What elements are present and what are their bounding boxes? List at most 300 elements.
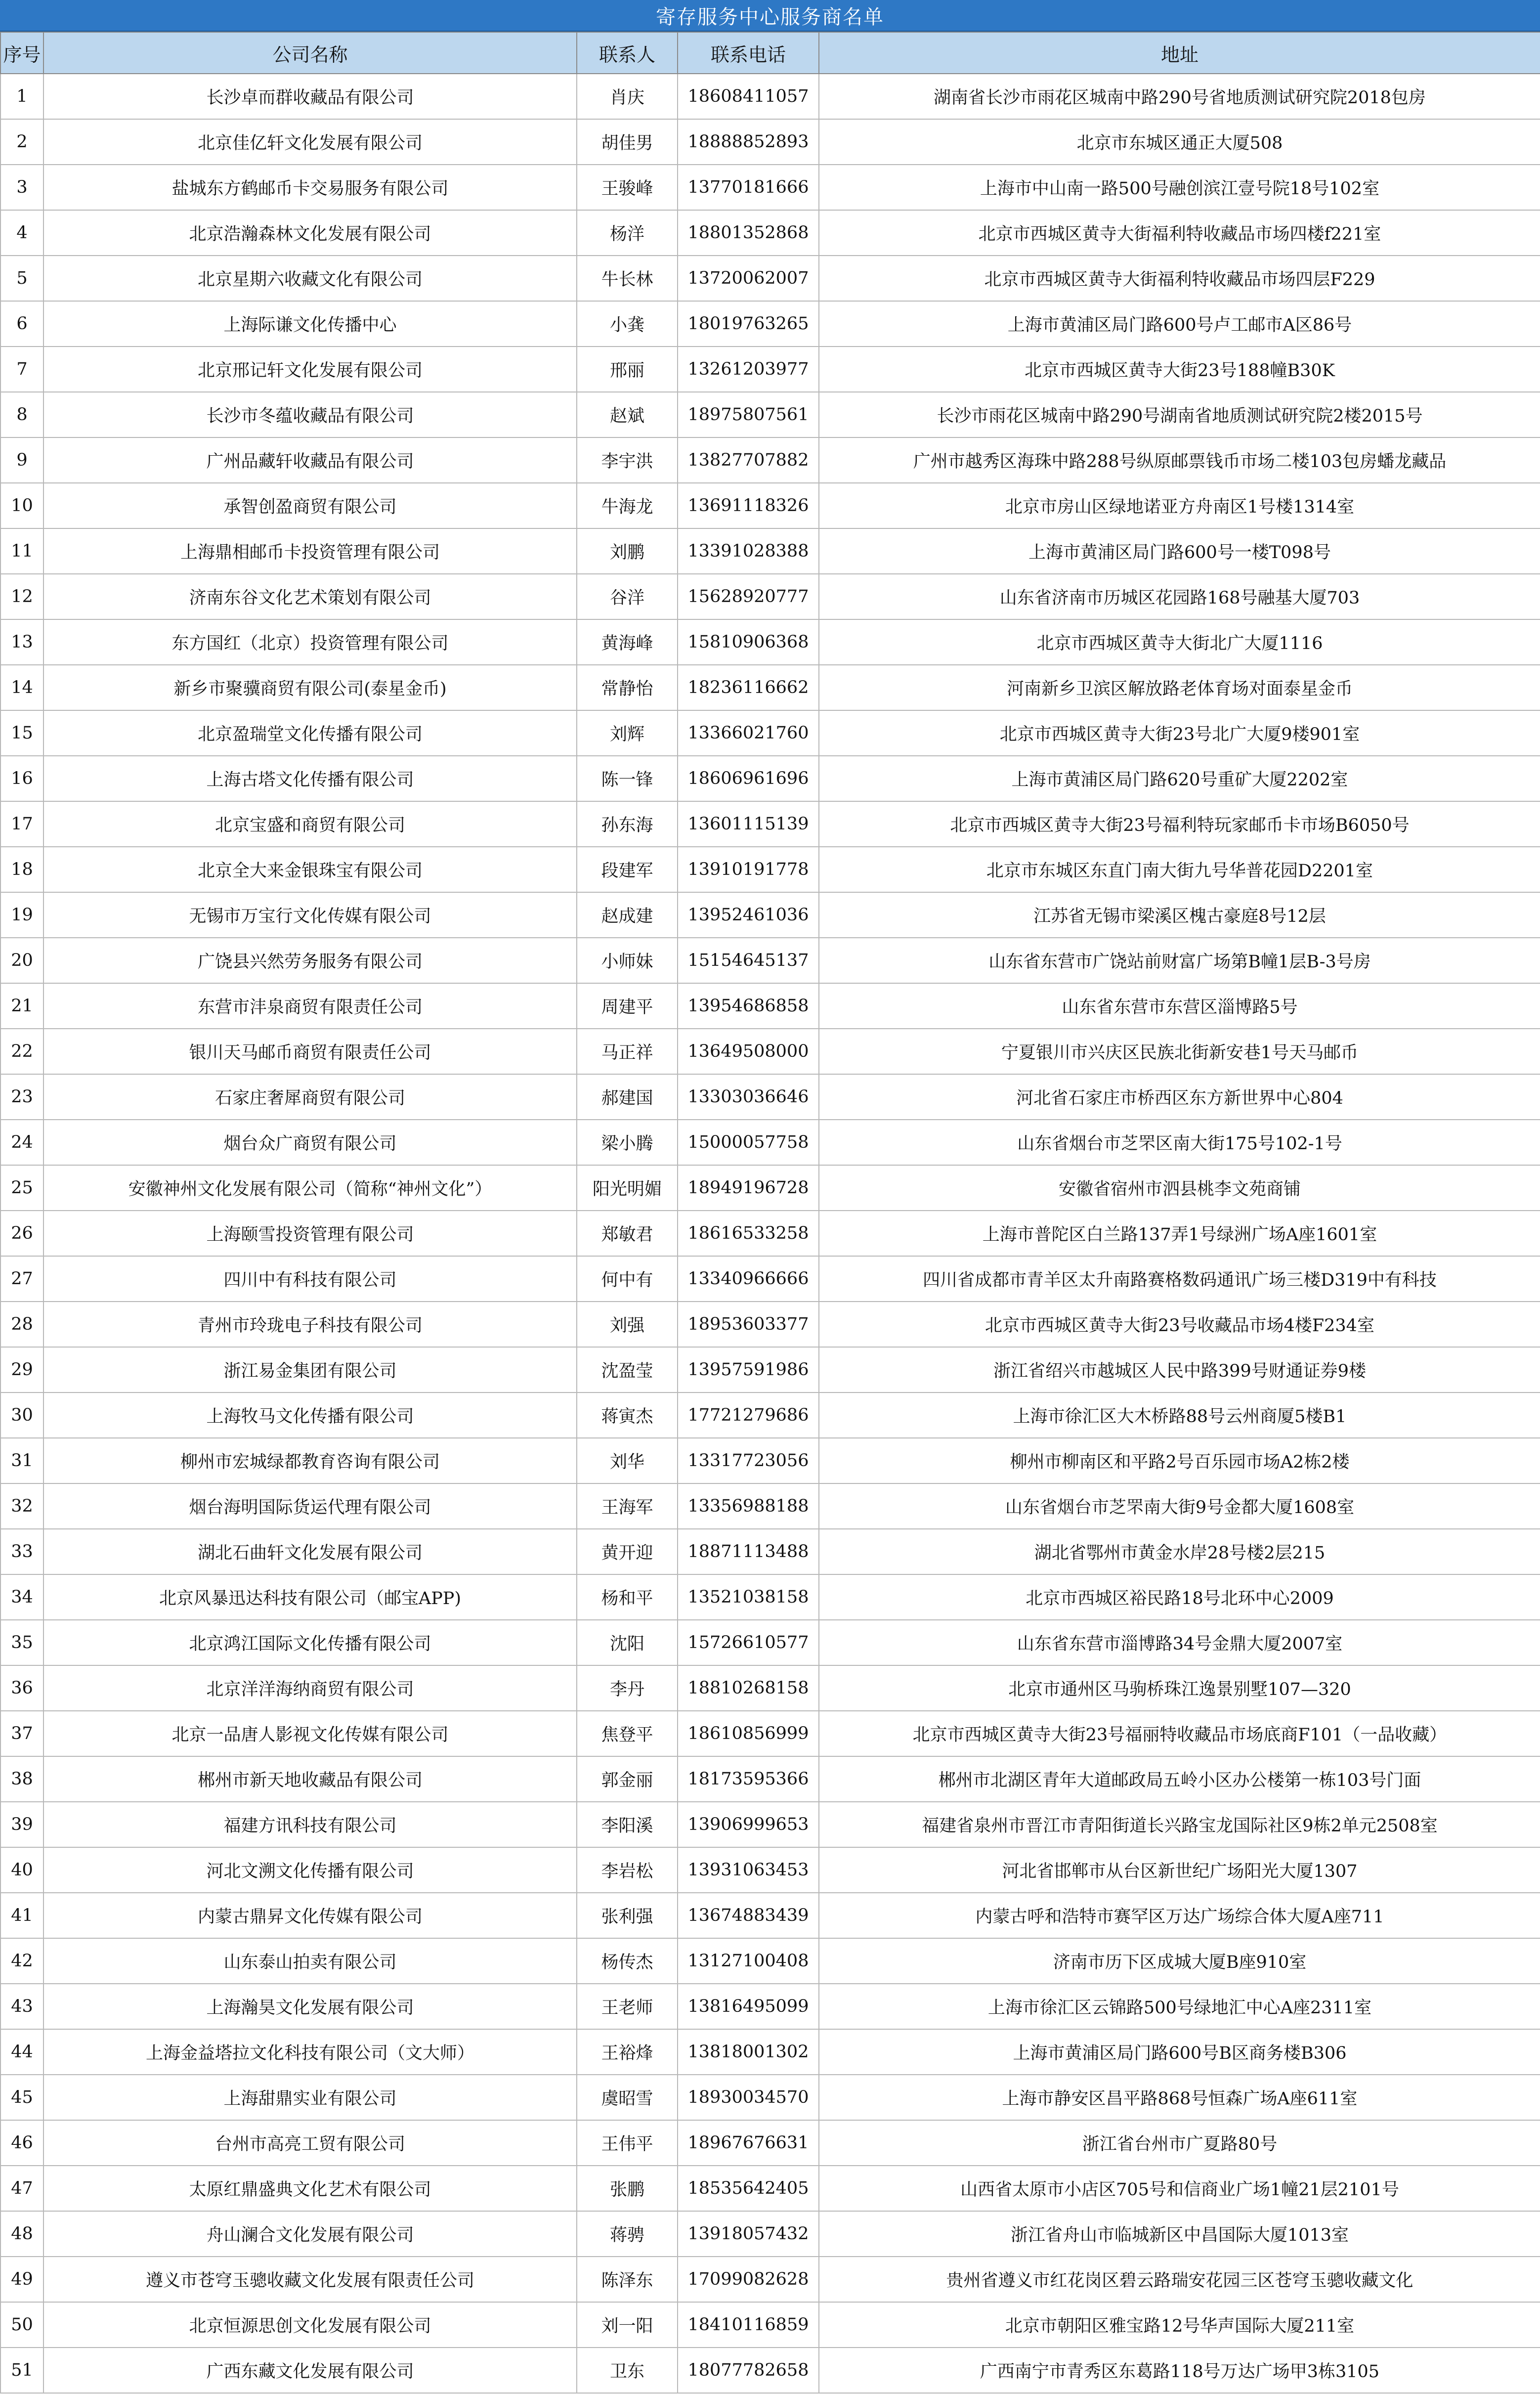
row-index: 44 (0, 2029, 43, 2075)
address: 河北省石家庄市桥西区东方新世界中心804 (819, 1074, 1540, 1120)
company-name: 福建方讯科技有限公司 (43, 1802, 577, 1847)
phone-number: 18077782658 (678, 2348, 819, 2393)
company-name: 北京一品唐人影视文化传媒有限公司 (43, 1711, 577, 1756)
company-name: 上海古塔文化传播有限公司 (43, 756, 577, 801)
contact-person: 赵成建 (577, 892, 678, 938)
phone-number: 13317723056 (678, 1438, 819, 1483)
row-index: 29 (0, 1347, 43, 1393)
contact-person: 蒋寅杰 (577, 1393, 678, 1438)
phone-number: 18967676631 (678, 2120, 819, 2166)
row-index: 27 (0, 1256, 43, 1302)
table-row (0, 119, 1540, 165)
table-row (0, 1574, 1540, 1620)
header-address: 地址 (819, 32, 1540, 74)
address: 济南市历下区成城大厦B座910室 (819, 1938, 1540, 1984)
address: 北京市东城区东直门南大街九号华普花园D2201室 (819, 847, 1540, 892)
row-index: 39 (0, 1802, 43, 1847)
company-name: 烟台海明国际货运代理有限公司 (43, 1483, 577, 1529)
row-index: 46 (0, 2120, 43, 2166)
row-index: 36 (0, 1665, 43, 1711)
address: 柳州市柳南区和平路2号百乐园市场A2栋2楼 (819, 1438, 1540, 1483)
row-index: 28 (0, 1302, 43, 1347)
phone-number: 13720062007 (678, 256, 819, 301)
table-row (0, 1847, 1540, 1893)
header-contact: 联系人 (577, 32, 678, 74)
table-row (0, 1483, 1540, 1529)
address: 北京市西城区黄寺大街23号188幢B30K (819, 347, 1540, 392)
phone-number: 13391028388 (678, 528, 819, 574)
sheet-title: 寄存服务中心服务商名单 (0, 0, 1540, 32)
row-index: 42 (0, 1938, 43, 1984)
table-row (0, 1120, 1540, 1165)
address: 上海市黄浦区局门路600号B区商务楼B306 (819, 2029, 1540, 2075)
table-row (0, 1938, 1540, 1984)
address: 河南新乡卫滨区解放路老体育场对面泰星金币 (819, 665, 1540, 710)
contact-person: 阳光明媚 (577, 1165, 678, 1211)
address: 北京市西城区黄寺大街福利特收藏品市场四层F229 (819, 256, 1540, 301)
address: 北京市朝阳区雅宝路12号华声国际大厦211室 (819, 2302, 1540, 2348)
contact-person: 牛海龙 (577, 483, 678, 528)
contact-person: 何中有 (577, 1256, 678, 1302)
address: 长沙市雨花区城南中路290号湖南省地质测试研究院2楼2015号 (819, 392, 1540, 437)
row-index: 5 (0, 256, 43, 301)
address: 北京市西城区黄寺大街23号收藏品市场4楼F234室 (819, 1302, 1540, 1347)
contact-person: 段建军 (577, 847, 678, 892)
row-index: 7 (0, 347, 43, 392)
phone-number: 18801352868 (678, 210, 819, 256)
company-name: 北京星期六收藏文化有限公司 (43, 256, 577, 301)
company-name: 青州市玲珑电子科技有限公司 (43, 1302, 577, 1347)
table-row (0, 2257, 1540, 2302)
contact-person: 沈阳 (577, 1620, 678, 1665)
table-row (0, 1211, 1540, 1256)
contact-person: 陈泽东 (577, 2257, 678, 2302)
contact-person: 王伟平 (577, 2120, 678, 2166)
table-row (0, 1438, 1540, 1483)
table-row (0, 1347, 1540, 1393)
contact-person: 张鹏 (577, 2166, 678, 2211)
company-name: 北京盈瑞堂文化传播有限公司 (43, 710, 577, 756)
company-name: 长沙市冬蕴收藏品有限公司 (43, 392, 577, 437)
contact-person: 李阳溪 (577, 1802, 678, 1847)
company-name: 上海鼎相邮币卡投资管理有限公司 (43, 528, 577, 574)
company-name: 银川天马邮币商贸有限责任公司 (43, 1029, 577, 1074)
row-index: 2 (0, 119, 43, 165)
company-name: 上海颐雪投资管理有限公司 (43, 1211, 577, 1256)
table-row (0, 574, 1540, 619)
company-name: 北京浩瀚森林文化发展有限公司 (43, 210, 577, 256)
address: 浙江省台州市广夏路80号 (819, 2120, 1540, 2166)
row-index: 25 (0, 1165, 43, 1211)
phone-number: 13127100408 (678, 1938, 819, 1984)
contact-person: 杨洋 (577, 210, 678, 256)
phone-number: 13957591986 (678, 1347, 819, 1393)
table-row (0, 2348, 1540, 2393)
address: 上海市黄浦区局门路620号重矿大厦2202室 (819, 756, 1540, 801)
contact-person: 孙东海 (577, 801, 678, 847)
phone-number: 18616533258 (678, 1211, 819, 1256)
company-name: 遵义市苍穹玉骢收藏文化发展有限责任公司 (43, 2257, 577, 2302)
table-row (0, 801, 1540, 847)
table-row (0, 1756, 1540, 1802)
address: 贵州省遵义市红花岗区碧云路瑞安花园三区苍穹玉骢收藏文化 (819, 2257, 1540, 2302)
company-name: 湖北石曲轩文化发展有限公司 (43, 1529, 577, 1574)
table-row (0, 1984, 1540, 2029)
row-index: 26 (0, 1211, 43, 1256)
row-index: 15 (0, 710, 43, 756)
contact-person: 焦登平 (577, 1711, 678, 1756)
contact-person: 杨和平 (577, 1574, 678, 1620)
phone-number: 15810906368 (678, 619, 819, 665)
address: 上海市徐汇区云锦路500号绿地汇中心A座2311室 (819, 1984, 1540, 2029)
phone-number: 13818001302 (678, 2029, 819, 2075)
table-row (0, 437, 1540, 483)
table-row (0, 2120, 1540, 2166)
company-name: 北京洋洋海纳商贸有限公司 (43, 1665, 577, 1711)
company-name: 浙江易金集团有限公司 (43, 1347, 577, 1393)
address: 山东省烟台市芝罘区南大街175号102-1号 (819, 1120, 1540, 1165)
phone-number: 18610856999 (678, 1711, 819, 1756)
phone-number: 13340966666 (678, 1256, 819, 1302)
phone-number: 18608411057 (678, 74, 819, 119)
row-index: 32 (0, 1483, 43, 1529)
table-row (0, 1302, 1540, 1347)
company-name: 东营市沣泉商贸有限责任公司 (43, 983, 577, 1029)
company-name: 河北文溯文化传播有限公司 (43, 1847, 577, 1893)
row-index: 24 (0, 1120, 43, 1165)
contact-person: 郑敏君 (577, 1211, 678, 1256)
table-row (0, 347, 1540, 392)
company-name: 内蒙古鼎昇文化传媒有限公司 (43, 1893, 577, 1938)
row-index: 35 (0, 1620, 43, 1665)
contact-person: 郭金丽 (577, 1756, 678, 1802)
phone-number: 18019763265 (678, 301, 819, 347)
table-row (0, 1620, 1540, 1665)
phone-number: 17721279686 (678, 1393, 819, 1438)
company-name: 济南东谷文化艺术策划有限公司 (43, 574, 577, 619)
contact-person: 虞昭雪 (577, 2075, 678, 2120)
row-index: 3 (0, 165, 43, 210)
header-phone: 联系电话 (678, 32, 819, 74)
phone-number: 18888852893 (678, 119, 819, 165)
address: 山东省济南市历城区花园路168号融基大厦703 (819, 574, 1540, 619)
company-name: 上海甜鼎实业有限公司 (43, 2075, 577, 2120)
address: 宁夏银川市兴庆区民族北街新安巷1号天马邮币 (819, 1029, 1540, 1074)
company-name: 新乡市聚骥商贸有限公司(泰星金币) (43, 665, 577, 710)
table-row (0, 301, 1540, 347)
company-name: 北京邢记轩文化发展有限公司 (43, 347, 577, 392)
company-name: 上海际谦文化传播中心 (43, 301, 577, 347)
row-index: 30 (0, 1393, 43, 1438)
contact-person: 李宇洪 (577, 437, 678, 483)
phone-number: 18930034570 (678, 2075, 819, 2120)
address: 湖南省长沙市雨花区城南中路290号省地质测试研究院2018包房 (819, 74, 1540, 119)
company-name: 北京鸿江国际文化传播有限公司 (43, 1620, 577, 1665)
contact-person: 肖庆 (577, 74, 678, 119)
table-row (0, 1029, 1540, 1074)
address: 内蒙古呼和浩特市赛罕区万达广场综合体大厦A座711 (819, 1893, 1540, 1938)
row-index: 50 (0, 2302, 43, 2348)
address: 上海市中山南一路500号融创滨江壹号院18号102室 (819, 165, 1540, 210)
row-index: 21 (0, 983, 43, 1029)
table-row (0, 210, 1540, 256)
table-row (0, 983, 1540, 1029)
table-row (0, 1393, 1540, 1438)
company-name: 北京佳亿轩文化发展有限公司 (43, 119, 577, 165)
contact-person: 谷洋 (577, 574, 678, 619)
address: 山东省烟台市芝罘南大街9号金都大厦1608室 (819, 1483, 1540, 1529)
row-index: 14 (0, 665, 43, 710)
address: 山东省东营市广饶站前财富广场第B幢1层B-3号房 (819, 938, 1540, 983)
row-index: 37 (0, 1711, 43, 1756)
table-row (0, 1893, 1540, 1938)
address: 山东省东营市淄博路34号金鼎大厦2007室 (819, 1620, 1540, 1665)
table-row (0, 1711, 1540, 1756)
phone-number: 15628920777 (678, 574, 819, 619)
contact-person: 牛长林 (577, 256, 678, 301)
address: 北京市西城区黄寺大街福利特收藏品市场四楼f221室 (819, 210, 1540, 256)
row-index: 51 (0, 2348, 43, 2393)
contact-person: 李岩松 (577, 1847, 678, 1893)
contact-person: 小师妹 (577, 938, 678, 983)
address: 湖北省鄂州市黄金水岸28号楼2层215 (819, 1529, 1540, 1574)
table-row (0, 2211, 1540, 2257)
row-index: 16 (0, 756, 43, 801)
table-row (0, 2075, 1540, 2120)
phone-number: 13910191778 (678, 847, 819, 892)
company-name: 北京全大来金银珠宝有限公司 (43, 847, 577, 892)
company-name: 广饶县兴然劳务服务有限公司 (43, 938, 577, 983)
address: 北京市西城区黄寺大街23号北广大厦9楼901室 (819, 710, 1540, 756)
header-company: 公司名称 (43, 32, 577, 74)
header-index: 序号 (0, 32, 43, 74)
row-index: 1 (0, 74, 43, 119)
address: 浙江省舟山市临城新区中昌国际大厦1013室 (819, 2211, 1540, 2257)
row-index: 11 (0, 528, 43, 574)
company-name: 北京风暴迅达科技有限公司（邮宝APP) (43, 1574, 577, 1620)
contact-person: 邢丽 (577, 347, 678, 392)
company-name: 太原红鼎盛典文化艺术有限公司 (43, 2166, 577, 2211)
company-name: 北京宝盛和商贸有限公司 (43, 801, 577, 847)
row-index: 10 (0, 483, 43, 528)
company-name: 山东泰山拍卖有限公司 (43, 1938, 577, 1984)
address: 广西南宁市青秀区东葛路118号万达广场甲3栋3105 (819, 2348, 1540, 2393)
company-name: 承智创盈商贸有限公司 (43, 483, 577, 528)
address: 北京市西城区黄寺大街23号福利特玩家邮币卡市场B6050号 (819, 801, 1540, 847)
row-index: 20 (0, 938, 43, 983)
table-row (0, 665, 1540, 710)
contact-person: 常静怡 (577, 665, 678, 710)
address: 上海市黄浦区局门路600号一楼T098号 (819, 528, 1540, 574)
row-index: 49 (0, 2257, 43, 2302)
contact-person: 刘强 (577, 1302, 678, 1347)
table-row (0, 2029, 1540, 2075)
company-name: 东方国红（北京）投资管理有限公司 (43, 619, 577, 665)
row-index: 17 (0, 801, 43, 847)
contact-person: 蒋骋 (577, 2211, 678, 2257)
row-index: 34 (0, 1574, 43, 1620)
address: 河北省邯郸市从台区新世纪广场阳光大厦1307 (819, 1847, 1540, 1893)
header-row (0, 32, 1540, 74)
row-index: 23 (0, 1074, 43, 1120)
contact-person: 王裕烽 (577, 2029, 678, 2075)
company-name: 广州品藏轩收藏品有限公司 (43, 437, 577, 483)
company-name: 台州市高亮工贸有限公司 (43, 2120, 577, 2166)
phone-number: 18871113488 (678, 1529, 819, 1574)
address: 江苏省无锡市梁溪区槐古豪庭8号12层 (819, 892, 1540, 938)
contact-person: 张利强 (577, 1893, 678, 1938)
phone-number: 13674883439 (678, 1893, 819, 1938)
row-index: 18 (0, 847, 43, 892)
address: 上海市普陀区白兰路137弄1号绿洲广场A座1601室 (819, 1211, 1540, 1256)
address: 北京市东城区通正大厦508 (819, 119, 1540, 165)
contact-person: 王老师 (577, 1984, 678, 2029)
company-name: 盐城东方鹤邮币卡交易服务有限公司 (43, 165, 577, 210)
contact-person: 胡佳男 (577, 119, 678, 165)
address: 福建省泉州市晋江市青阳街道长兴路宝龙国际社区9栋2单元2508室 (819, 1802, 1540, 1847)
table-row (0, 710, 1540, 756)
address: 四川省成都市青羊区太升南路赛格数码通讯广场三楼D319中有科技 (819, 1256, 1540, 1302)
contact-person: 王骏峰 (577, 165, 678, 210)
contact-person: 刘华 (577, 1438, 678, 1483)
row-index: 4 (0, 210, 43, 256)
contact-person: 陈一锋 (577, 756, 678, 801)
address: 山西省太原市小店区705号和信商业广场1幢21层2101号 (819, 2166, 1540, 2211)
phone-number: 18975807561 (678, 392, 819, 437)
row-index: 47 (0, 2166, 43, 2211)
address: 北京市西城区裕民路18号北环中心2009 (819, 1574, 1540, 1620)
company-name: 上海金益塔拉文化科技有限公司（文大师） (43, 2029, 577, 2075)
row-index: 22 (0, 1029, 43, 1074)
table-row (0, 892, 1540, 938)
table-row (0, 392, 1540, 437)
contact-person: 刘辉 (577, 710, 678, 756)
contact-person: 周建平 (577, 983, 678, 1029)
address: 北京市西城区黄寺大街北广大厦1116 (819, 619, 1540, 665)
table-row (0, 1802, 1540, 1847)
table-row (0, 483, 1540, 528)
phone-number: 18236116662 (678, 665, 819, 710)
provider-table (0, 32, 1540, 2394)
row-index: 40 (0, 1847, 43, 1893)
contact-person: 马正祥 (577, 1029, 678, 1074)
row-index: 41 (0, 1893, 43, 1938)
row-index: 19 (0, 892, 43, 938)
company-name: 北京恒源思创文化发展有限公司 (43, 2302, 577, 2348)
phone-number: 17099082628 (678, 2257, 819, 2302)
phone-number: 13954686858 (678, 983, 819, 1029)
row-index: 9 (0, 437, 43, 483)
company-name: 广西东藏文化发展有限公司 (43, 2348, 577, 2393)
table-row (0, 256, 1540, 301)
phone-number: 13931063453 (678, 1847, 819, 1893)
phone-number: 15154645137 (678, 938, 819, 983)
contact-person: 梁小腾 (577, 1120, 678, 1165)
table-row (0, 528, 1540, 574)
company-name: 舟山澜合文化发展有限公司 (43, 2211, 577, 2257)
row-index: 13 (0, 619, 43, 665)
phone-number: 18949196728 (678, 1165, 819, 1211)
address: 上海市静安区昌平路868号恒森广场A座611室 (819, 2075, 1540, 2120)
contact-person: 小龚 (577, 301, 678, 347)
row-index: 31 (0, 1438, 43, 1483)
contact-person: 赵斌 (577, 392, 678, 437)
phone-number: 13827707882 (678, 437, 819, 483)
contact-person: 刘一阳 (577, 2302, 678, 2348)
company-name: 石家庄奢犀商贸有限公司 (43, 1074, 577, 1120)
phone-number: 13918057432 (678, 2211, 819, 2257)
table-row (0, 1529, 1540, 1574)
row-index: 8 (0, 392, 43, 437)
company-name: 安徽神州文化发展有限公司（简称“神州文化”） (43, 1165, 577, 1211)
company-name: 长沙卓而群收藏品有限公司 (43, 74, 577, 119)
phone-number: 18535642405 (678, 2166, 819, 2211)
contact-person: 刘鹏 (577, 528, 678, 574)
phone-number: 13356988188 (678, 1483, 819, 1529)
table-row (0, 1074, 1540, 1120)
phone-number: 13521038158 (678, 1574, 819, 1620)
phone-number: 15000057758 (678, 1120, 819, 1165)
company-name: 烟台众广商贸有限公司 (43, 1120, 577, 1165)
table-row (0, 2166, 1540, 2211)
row-index: 43 (0, 1984, 43, 2029)
phone-number: 13770181666 (678, 165, 819, 210)
phone-number: 18410116859 (678, 2302, 819, 2348)
company-name: 无锡市万宝行文化传媒有限公司 (43, 892, 577, 938)
contact-person: 杨传杰 (577, 1938, 678, 1984)
table-row (0, 938, 1540, 983)
contact-person: 卫东 (577, 2348, 678, 2393)
contact-person: 沈盈莹 (577, 1347, 678, 1393)
phone-number: 13366021760 (678, 710, 819, 756)
table-row (0, 847, 1540, 892)
table-row (0, 619, 1540, 665)
contact-person: 郝建国 (577, 1074, 678, 1120)
row-index: 38 (0, 1756, 43, 1802)
phone-number: 13816495099 (678, 1984, 819, 2029)
company-name: 郴州市新天地收藏品有限公司 (43, 1756, 577, 1802)
phone-number: 13649508000 (678, 1029, 819, 1074)
address: 北京市通州区马驹桥珠江逸景别墅107—320 (819, 1665, 1540, 1711)
address: 上海市徐汇区大木桥路88号云州商厦5楼B1 (819, 1393, 1540, 1438)
phone-number: 18953603377 (678, 1302, 819, 1347)
phone-number: 15726610577 (678, 1620, 819, 1665)
table-row (0, 2302, 1540, 2348)
table-row (0, 756, 1540, 801)
table-row (0, 74, 1540, 119)
phone-number: 13952461036 (678, 892, 819, 938)
company-name: 柳州市宏城绿都教育咨询有限公司 (43, 1438, 577, 1483)
phone-number: 13261203977 (678, 347, 819, 392)
phone-number: 18606961696 (678, 756, 819, 801)
row-index: 48 (0, 2211, 43, 2257)
address: 郴州市北湖区青年大道邮政局五岭小区办公楼第一栋103号门面 (819, 1756, 1540, 1802)
table-row (0, 1165, 1540, 1211)
phone-number: 18810268158 (678, 1665, 819, 1711)
row-index: 45 (0, 2075, 43, 2120)
contact-person: 黄海峰 (577, 619, 678, 665)
phone-number: 13906999653 (678, 1802, 819, 1847)
address: 浙江省绍兴市越城区人民中路399号财通证券9楼 (819, 1347, 1540, 1393)
table-row (0, 165, 1540, 210)
address: 北京市房山区绿地诺亚方舟南区1号楼1314室 (819, 483, 1540, 528)
address: 安徽省宿州市泗县桃李文苑商铺 (819, 1165, 1540, 1211)
address: 上海市黄浦区局门路600号卢工邮市A区86号 (819, 301, 1540, 347)
contact-person: 王海军 (577, 1483, 678, 1529)
address: 北京市西城区黄寺大街23号福丽特收藏品市场底商F101（一品收藏） (819, 1711, 1540, 1756)
phone-number: 13601115139 (678, 801, 819, 847)
phone-number: 13303036646 (678, 1074, 819, 1120)
